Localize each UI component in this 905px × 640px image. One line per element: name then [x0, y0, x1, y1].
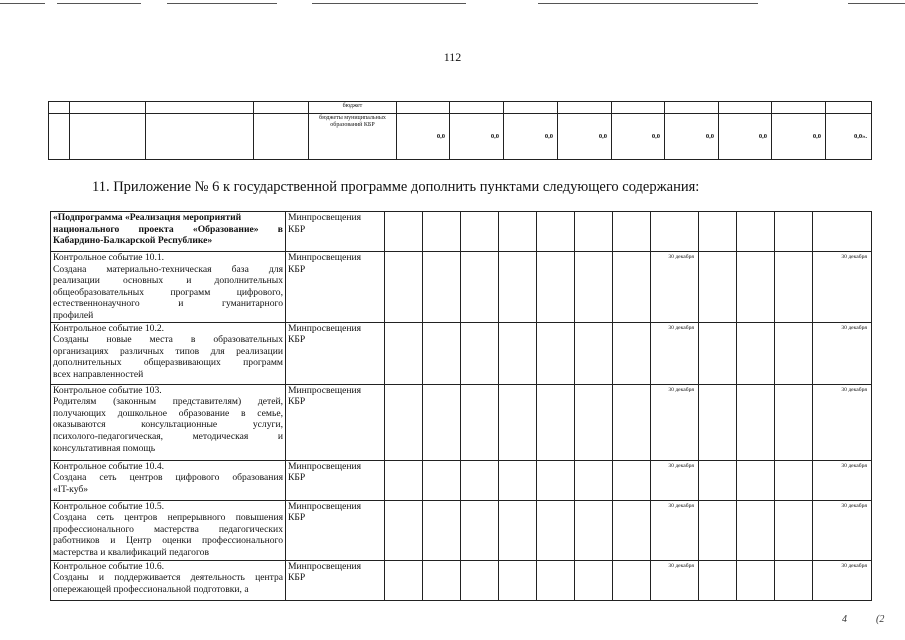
responsible-org-line: КБР — [288, 334, 306, 346]
responsible-org-cell — [286, 460, 385, 500]
empty-cell — [613, 500, 651, 560]
value-cell: 0,0 — [612, 114, 665, 160]
event-name-line: Созданы и поддерживается деятельность центра — [53, 572, 283, 584]
value-cell — [772, 102, 826, 114]
control-events-table — [50, 211, 872, 601]
empty-cell — [575, 384, 613, 460]
value-cell — [826, 102, 872, 114]
event-name-line: Созданы новые места в образовательных — [53, 334, 283, 346]
event-name-line: профилей — [53, 309, 94, 321]
empty-cell — [385, 322, 423, 384]
event-name-line: «IT-куб» — [53, 483, 89, 495]
empty-cell — [499, 460, 537, 500]
deadline-cell: 30 декабря — [813, 500, 872, 560]
deadline-cell — [651, 212, 699, 252]
deadline-cell: 30 декабря — [651, 384, 699, 460]
empty-cell — [499, 322, 537, 384]
empty-cell — [385, 500, 423, 560]
empty-cell — [70, 102, 146, 114]
event-name-line: работников и Центр оценки профессионального — [53, 535, 283, 547]
deadline-cell: 30 декабря — [651, 322, 699, 384]
event-name-cell — [51, 384, 286, 460]
top-rule — [0, 3, 45, 4]
empty-cell — [385, 252, 423, 323]
event-name-cell — [51, 560, 286, 600]
deadline-cell: 30 декабря — [651, 252, 699, 323]
event-name-line: мастерства и квалификаций педагогов — [53, 546, 209, 558]
top-rule — [848, 3, 905, 4]
empty-cell — [775, 384, 813, 460]
table-row — [51, 500, 872, 560]
empty-cell — [537, 384, 575, 460]
responsible-org-line: КБР — [288, 572, 306, 584]
empty-cell — [613, 460, 651, 500]
value-cell — [504, 102, 558, 114]
event-name-line: Контрольное событие 103. — [53, 384, 162, 396]
responsible-org-cell — [286, 212, 385, 252]
value-cell: 0,0 — [504, 114, 558, 160]
page-number: 112 — [443, 50, 462, 64]
empty-cell — [499, 212, 537, 252]
empty-cell — [146, 114, 254, 160]
empty-cell — [423, 322, 461, 384]
deadline-cell: 30 декабря — [813, 560, 872, 600]
event-name-line: получающих дошкольное образование в семье, — [53, 407, 283, 419]
empty-cell — [423, 252, 461, 323]
responsible-org-line: Минпросвещения — [288, 384, 362, 396]
responsible-org-line: Минпросвещения — [288, 252, 362, 263]
empty-cell — [613, 212, 651, 252]
event-name-cell — [51, 500, 286, 560]
empty-cell — [499, 384, 537, 460]
table-row — [49, 114, 872, 160]
top-rule — [57, 3, 141, 4]
table-row — [51, 460, 872, 500]
empty-cell — [254, 114, 309, 160]
empty-cell — [775, 322, 813, 384]
responsible-org-cell — [286, 322, 385, 384]
top-rule — [538, 3, 758, 4]
event-name-line: консультативная помощь — [53, 442, 156, 454]
empty-cell — [699, 500, 737, 560]
table-row — [51, 384, 872, 460]
empty-cell — [537, 322, 575, 384]
footer-mark: 4 — [842, 614, 847, 625]
empty-cell — [385, 212, 423, 252]
event-name-line: психолого-педагогическая, методическая и — [53, 430, 283, 442]
empty-cell — [699, 322, 737, 384]
value-cell: 0,0 — [558, 114, 612, 160]
responsible-org-line: Минпросвещения — [288, 212, 362, 223]
responsible-org-cell — [286, 500, 385, 560]
empty-cell — [613, 322, 651, 384]
responsible-org-line: Минпросвещения — [288, 460, 362, 472]
value-cell: 0,0 — [397, 114, 450, 160]
responsible-org-cell — [286, 560, 385, 600]
value-cell — [397, 102, 450, 114]
event-name-line: Контрольное событие 10.1. — [53, 252, 165, 263]
budget-source-cell: бюджеты муниципальных образований КБР — [309, 114, 397, 160]
empty-cell — [423, 500, 461, 560]
empty-cell — [423, 560, 461, 600]
event-name-line: общеобразовательных программ цифрового, — [53, 286, 283, 298]
event-name-line: национального проекта «Образование» в — [53, 223, 283, 235]
event-name-line: дополнительных общеразвивающих программ — [53, 357, 283, 369]
empty-cell — [537, 252, 575, 323]
value-cell — [665, 102, 719, 114]
responsible-org-line: Минпросвещения — [288, 322, 362, 334]
empty-cell — [575, 322, 613, 384]
deadline-cell — [813, 212, 872, 252]
responsible-org-line: КБР — [288, 223, 306, 235]
empty-cell — [775, 560, 813, 600]
empty-cell — [699, 560, 737, 600]
empty-cell — [537, 500, 575, 560]
empty-cell — [737, 212, 775, 252]
empty-cell — [699, 212, 737, 252]
deadline-cell: 30 декабря — [813, 322, 872, 384]
empty-cell — [461, 500, 499, 560]
deadline-cell: 30 декабря — [651, 560, 699, 600]
empty-cell — [575, 560, 613, 600]
event-name-line: Контрольное событие 10.5. — [53, 500, 165, 512]
table-row — [51, 560, 872, 600]
empty-cell — [575, 212, 613, 252]
responsible-org-line: КБР — [288, 263, 306, 275]
event-name-line: Родителям (законным представителям) детей, — [53, 396, 283, 408]
table-row — [51, 212, 872, 252]
event-name-line: опережающей профессиональной подготовки, а — [53, 583, 249, 595]
empty-cell — [70, 114, 146, 160]
event-name-line: организациях различных типов для реализации — [53, 345, 283, 357]
responsible-org-line: Минпросвещения — [288, 560, 362, 572]
empty-cell — [423, 460, 461, 500]
responsible-org-line: КБР — [288, 472, 306, 484]
empty-cell — [461, 460, 499, 500]
value-cell: 0,0 — [772, 114, 826, 160]
table-row — [51, 322, 872, 384]
event-name-line: Контрольное событие 10.4. — [53, 460, 165, 472]
empty-cell — [254, 102, 309, 114]
empty-cell — [613, 384, 651, 460]
value-cell: 0,0». — [826, 114, 872, 160]
deadline-cell: 30 декабря — [651, 500, 699, 560]
empty-cell — [461, 560, 499, 600]
deadline-cell: 30 декабря — [813, 252, 872, 323]
empty-cell — [49, 102, 70, 114]
empty-cell — [461, 252, 499, 323]
empty-cell — [423, 384, 461, 460]
value-cell: 0,0 — [665, 114, 719, 160]
event-name-line: оказываются консультационные услуги, — [53, 419, 283, 431]
event-name-line: всех направленностей — [53, 368, 144, 380]
empty-cell — [775, 212, 813, 252]
event-name-line: реализации основных и дополнительных — [53, 275, 283, 287]
value-cell — [612, 102, 665, 114]
empty-cell — [737, 560, 775, 600]
empty-cell — [613, 252, 651, 323]
empty-cell — [461, 322, 499, 384]
section-heading: 11. Приложение № 6 к государственной программе дополнить пунктами следующего содержания: — [92, 179, 700, 195]
empty-cell — [537, 460, 575, 500]
deadline-cell: 30 декабря — [813, 460, 872, 500]
empty-cell — [385, 560, 423, 600]
empty-cell — [699, 384, 737, 460]
empty-cell — [775, 460, 813, 500]
empty-cell — [499, 560, 537, 600]
empty-cell — [499, 252, 537, 323]
event-name-cell — [51, 460, 286, 500]
empty-cell — [737, 252, 775, 323]
empty-cell — [461, 384, 499, 460]
empty-cell — [385, 384, 423, 460]
empty-cell — [737, 384, 775, 460]
table-row — [51, 252, 872, 323]
empty-cell — [737, 460, 775, 500]
event-name-line: Кабардино-Балкарской Республике» — [53, 235, 213, 247]
event-name-line: естественнонаучного и гуманитарного — [53, 298, 283, 310]
empty-cell — [699, 460, 737, 500]
empty-cell — [737, 500, 775, 560]
empty-cell — [775, 500, 813, 560]
top-rule — [312, 3, 466, 4]
responsible-org-cell — [286, 252, 385, 323]
value-cell — [719, 102, 772, 114]
empty-cell — [537, 560, 575, 600]
responsible-org-line: КБР — [288, 512, 306, 524]
empty-cell — [49, 114, 70, 160]
empty-cell — [575, 252, 613, 323]
value-cell — [450, 102, 504, 114]
empty-cell — [385, 460, 423, 500]
event-name-cell — [51, 212, 286, 252]
value-cell: 0,0 — [450, 114, 504, 160]
event-name-line: Контрольное событие 10.6. — [53, 560, 165, 572]
responsible-org-cell — [286, 384, 385, 460]
value-cell: 0,0 — [719, 114, 772, 160]
empty-cell — [575, 500, 613, 560]
deadline-cell: 30 декабря — [651, 460, 699, 500]
empty-cell — [461, 212, 499, 252]
table-row — [49, 102, 872, 114]
budget-source-cell: бюджет — [309, 102, 397, 114]
empty-cell — [575, 460, 613, 500]
event-name-line: Создана сеть центров непрерывного повышения — [53, 512, 283, 524]
event-name-line: Контрольное событие 10.2. — [53, 322, 165, 334]
empty-cell — [146, 102, 254, 114]
deadline-cell: 30 декабря — [813, 384, 872, 460]
event-name-cell — [51, 252, 286, 323]
empty-cell — [499, 500, 537, 560]
responsible-org-line: Минпросвещения — [288, 500, 362, 512]
empty-cell — [737, 322, 775, 384]
value-cell — [558, 102, 612, 114]
empty-cell — [613, 560, 651, 600]
empty-cell — [537, 212, 575, 252]
empty-cell — [775, 252, 813, 323]
footer-mark: (2 — [876, 614, 885, 625]
event-name-line: «Подпрограмма «Реализация мероприятий — [53, 212, 242, 223]
top-rule — [167, 3, 277, 4]
empty-cell — [423, 212, 461, 252]
empty-cell — [699, 252, 737, 323]
event-name-cell — [51, 322, 286, 384]
event-name-line: Создана материально-техническая база для — [53, 263, 283, 275]
event-name-line: профессионального мастерства педагогических — [53, 523, 283, 535]
responsible-org-line: КБР — [288, 396, 306, 408]
event-name-line: Создана сеть центров цифрового образования — [53, 472, 283, 484]
continued-budget-table — [48, 101, 872, 160]
